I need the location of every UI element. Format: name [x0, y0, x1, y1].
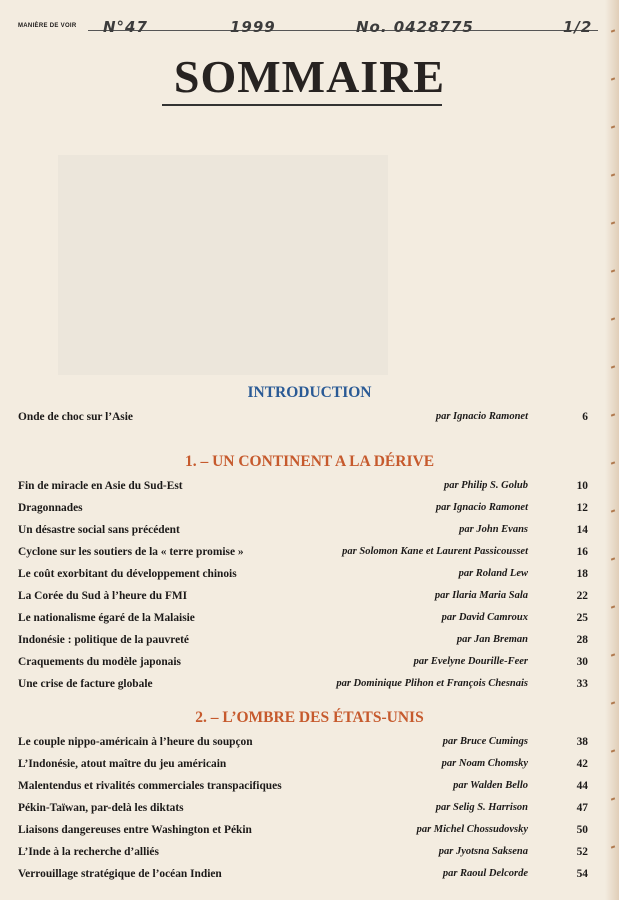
toc-entry[interactable] [18, 411, 588, 427]
entry-author: par Ignacio Ramonet [435, 411, 528, 422]
toc-entry[interactable] [18, 678, 588, 694]
entry-author: par Ilaria Maria Sala [434, 590, 528, 601]
toc-entry[interactable] [18, 780, 588, 796]
entry-page: 30 [576, 656, 588, 668]
toc-entry[interactable] [18, 612, 588, 628]
entry-author: par Walden Bello [453, 780, 528, 791]
entry-title: Pékin-Taïwan, par-delà les diktats [18, 802, 184, 814]
entry-page: 28 [576, 634, 588, 646]
entry-title: Fin de miracle en Asie du Sud-Est [18, 480, 183, 492]
binding-tick [611, 413, 615, 416]
entry-author: par Philip S. Golub [443, 480, 528, 491]
toc-entry[interactable] [18, 546, 588, 562]
entry-title: L’Indonésie, atout maître du jeu américain [18, 758, 227, 770]
entry-title: Cyclone sur les soutiers de la « terre promise » [18, 546, 244, 558]
entry-page: 54 [576, 868, 588, 880]
entry-title: L’Inde à la recherche d’alliés [18, 846, 159, 858]
entry-author: par John Evans [459, 524, 528, 535]
header-rule [88, 30, 598, 31]
toc-entry[interactable] [18, 502, 588, 518]
toc-entry[interactable] [18, 480, 588, 496]
entry-page: 38 [576, 736, 588, 748]
section-heading-2: 2. – L’OMBRE DES ÉTATS-UNIS [195, 709, 424, 726]
binding-tick [611, 77, 615, 80]
entry-page: 33 [576, 678, 588, 690]
entry-page: 50 [576, 824, 588, 836]
entry-page: 6 [582, 411, 588, 423]
binding-tick [611, 221, 615, 224]
section-heading-introduction: INTRODUCTION [247, 384, 372, 401]
entry-title: Malentendus et rivalités commerciales transpacifiques [18, 780, 282, 792]
page-title: SOMMAIRE [173, 51, 446, 102]
entry-author: par Evelyne Dourille-Feer [413, 656, 528, 667]
toc-entry[interactable] [18, 824, 588, 840]
entry-page: 22 [576, 590, 588, 602]
entry-title: Verrouillage stratégique de l’océan Indien [18, 868, 222, 880]
binding-tick [611, 605, 615, 608]
entry-title: Dragonnades [18, 502, 83, 514]
brand-label: MANIÈRE DE VOIR [18, 23, 77, 29]
entry-author: par Michel Chossudovsky [416, 824, 528, 835]
toc-entry[interactable] [18, 736, 588, 752]
bleed-through-image [58, 155, 388, 375]
entry-title: Une crise de facture globale [18, 678, 153, 690]
entry-author: par Selig S. Harrison [435, 802, 528, 813]
entry-author: par David Camroux [441, 612, 528, 623]
entry-title: Le couple nippo-américain à l’heure du soupçon [18, 736, 253, 748]
binding-tick [611, 749, 615, 752]
entry-page: 12 [576, 502, 588, 514]
entry-author: par Roland Lew [458, 568, 528, 579]
entry-author: par Raoul Delcorde [442, 868, 528, 879]
entry-title: Indonésie : politique de la pauvreté [18, 634, 189, 646]
binding-tick [611, 125, 615, 128]
entry-title: Onde de choc sur l’Asie [18, 411, 133, 423]
header [18, 18, 598, 36]
entry-title: Le nationalisme égaré de la Malaisie [18, 612, 195, 624]
toc-entry[interactable] [18, 634, 588, 650]
toc-entry[interactable] [18, 802, 588, 818]
entry-page: 18 [576, 568, 588, 580]
entry-title: Le coût exorbitant du développement chinois [18, 568, 237, 580]
entry-author: par Solomon Kane et Laurent Passicousset [342, 546, 528, 557]
toc-entry[interactable] [18, 868, 588, 884]
entry-page: 44 [576, 780, 588, 792]
entry-title: Craquements du modèle japonais [18, 656, 181, 668]
handwritten-fraction: 1/2 [563, 18, 593, 36]
binding-tick [611, 701, 615, 704]
section-heading-1: 1. – UN CONTINENT A LA DÉRIVE [184, 453, 435, 470]
binding-tick [611, 509, 615, 512]
binding-tick [611, 461, 615, 464]
toc-entry[interactable] [18, 758, 588, 774]
entry-title: Un désastre social sans précédent [18, 524, 180, 536]
entry-author: par Jan Breman [456, 634, 528, 645]
handwritten-year: 1999 [230, 18, 276, 36]
entry-page: 10 [576, 480, 588, 492]
title-underline [162, 104, 442, 106]
toc-entry[interactable] [18, 524, 588, 540]
entry-page: 25 [576, 612, 588, 624]
binding-tick [611, 653, 615, 656]
entry-author: par Ignacio Ramonet [435, 502, 528, 513]
binding-tick [611, 845, 615, 848]
entry-author: par Dominique Plihon et François Chesnais [336, 678, 528, 689]
binding-tick [611, 317, 615, 320]
binding-ticks [609, 0, 615, 900]
binding-tick [611, 365, 615, 368]
binding-tick [611, 557, 615, 560]
entry-page: 47 [576, 802, 588, 814]
entry-page: 16 [576, 546, 588, 558]
handwritten-catalog-number: No. 0428775 [356, 18, 474, 36]
entry-author: par Jyotsna Saksena [438, 846, 528, 857]
entry-author: par Bruce Cumings [442, 736, 528, 747]
toc-entry[interactable] [18, 846, 588, 862]
toc-entry[interactable] [18, 568, 588, 584]
toc-entry[interactable] [18, 590, 588, 606]
handwritten-issue-number: N°47 [103, 18, 148, 36]
entry-title: Liaisons dangereuses entre Washington et Pékin [18, 824, 252, 836]
binding-tick [611, 29, 615, 32]
entry-page: 52 [576, 846, 588, 858]
entry-page: 42 [576, 758, 588, 770]
entry-page: 14 [576, 524, 588, 536]
binding-tick [611, 797, 615, 800]
toc-entry[interactable] [18, 656, 588, 672]
entry-author: par Noam Chomsky [441, 758, 528, 769]
binding-tick [611, 173, 615, 176]
entry-title: La Corée du Sud à l’heure du FMI [18, 590, 188, 602]
binding-tick [611, 269, 615, 272]
